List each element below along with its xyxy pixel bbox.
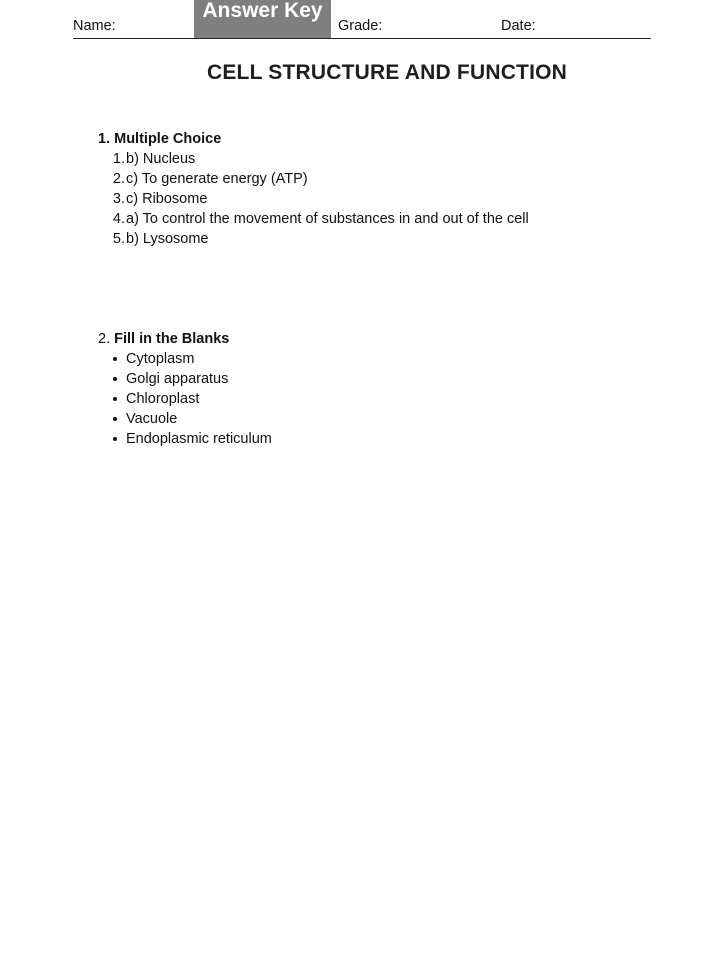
section-title: Fill in the Blanks <box>114 331 230 347</box>
grade-label: Grade: <box>338 18 383 34</box>
list-item <box>112 229 529 249</box>
section-heading <box>98 329 272 349</box>
section-title: Multiple Choice <box>114 131 222 147</box>
bullet-icon <box>113 417 117 421</box>
page-title: CELL STRUCTURE AND FUNCTION <box>206 61 568 84</box>
item-index: 2. <box>112 171 125 187</box>
list-item <box>112 189 529 209</box>
item-index: 4. <box>112 211 125 227</box>
item-text: Cytoplasm <box>126 351 195 367</box>
list-item <box>112 389 272 409</box>
item-text: b) Nucleus <box>126 151 196 167</box>
item-text: c) To generate energy (ATP) <box>126 171 308 187</box>
bullet-icon <box>113 357 117 361</box>
section-heading <box>98 129 529 149</box>
section-number: 1. <box>98 131 111 147</box>
item-text: Vacuole <box>126 411 178 427</box>
item-index: 3. <box>112 191 125 207</box>
worksheet-header <box>73 0 651 39</box>
item-text: Chloroplast <box>126 391 200 407</box>
answer-key-badge: Answer Key <box>194 0 331 38</box>
fill-in-blanks-section <box>98 329 272 449</box>
date-label: Date: <box>501 18 536 34</box>
fill-in-blanks-answers <box>98 349 272 449</box>
multiple-choice-answers <box>98 149 529 249</box>
list-item <box>112 429 272 449</box>
item-text: Endoplasmic reticulum <box>126 431 272 447</box>
item-index: 5. <box>112 231 125 247</box>
list-item <box>112 369 272 389</box>
item-text: c) Ribosome <box>126 191 208 207</box>
bullet-icon <box>113 377 117 381</box>
list-item <box>112 209 529 229</box>
section-number: 2. <box>98 331 111 347</box>
bullet-icon <box>113 437 117 441</box>
item-index: 1. <box>112 151 125 167</box>
list-item <box>112 169 529 189</box>
item-text: a) To control the movement of substances in and out of the cell <box>126 211 529 227</box>
multiple-choice-section <box>98 129 529 249</box>
list-item <box>112 409 272 429</box>
item-text: Golgi apparatus <box>126 371 229 387</box>
list-item <box>112 349 272 369</box>
list-item <box>112 149 529 169</box>
bullet-icon <box>113 397 117 401</box>
item-text: b) Lysosome <box>126 231 209 247</box>
name-label: Name: <box>73 18 116 34</box>
